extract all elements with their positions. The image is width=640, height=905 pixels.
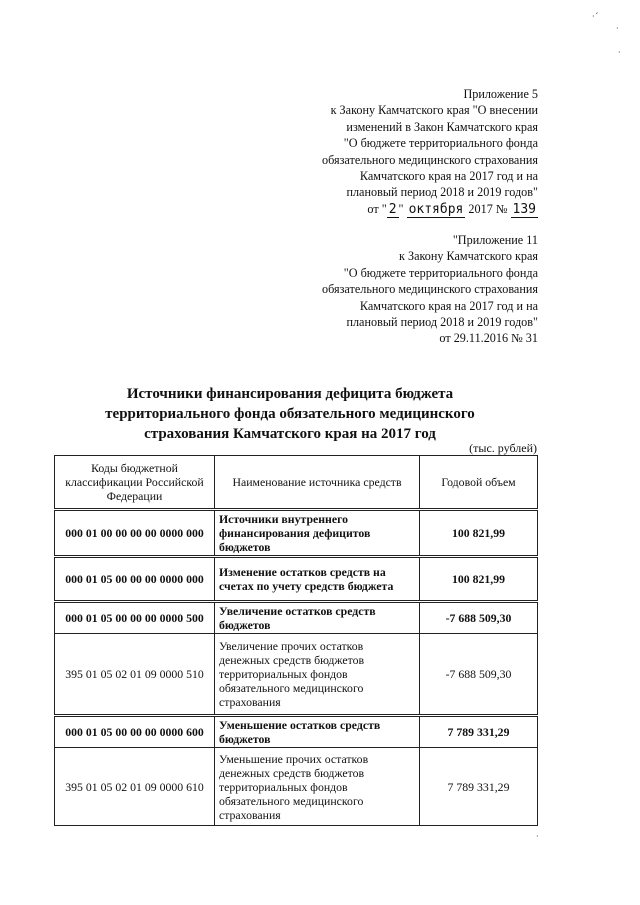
row-value: 100 821,99 bbox=[420, 557, 538, 602]
column-header-volume: Годовой объем bbox=[420, 456, 538, 510]
title-line: территориального фонда обязательного медицинского bbox=[105, 406, 475, 422]
appendix-line: плановый период 2018 и 2019 годов" bbox=[346, 315, 538, 330]
appendix-line: "Приложение 11 bbox=[452, 233, 538, 247]
appendix-date-line bbox=[322, 201, 538, 218]
row-code: 000 01 05 00 00 00 0000 600 bbox=[55, 716, 215, 748]
appendix-line: Камчатского края на 2017 год и на bbox=[359, 298, 538, 313]
document-title bbox=[80, 384, 500, 444]
table-row bbox=[55, 716, 538, 748]
scan-speck: · bbox=[536, 832, 539, 841]
row-name: Источники внутреннего финансирования дефицитов бюджетов bbox=[215, 510, 420, 557]
column-header-name: Наименование источника средств bbox=[215, 456, 420, 510]
row-name: Увеличение прочих остатков денежных средств бюджетов территориальных фондов обязательного медицинского страхования bbox=[215, 634, 420, 716]
appendix-line: "О бюджете территориального фонда bbox=[343, 136, 538, 151]
appendix-line: Камчатского края на 2017 год и на bbox=[359, 169, 538, 184]
row-value: 100 821,99 bbox=[420, 510, 538, 557]
appendix-line: обязательного медицинского страхования bbox=[322, 282, 538, 297]
table-header-row bbox=[55, 456, 538, 510]
table-row bbox=[55, 557, 538, 602]
scan-speck: · bbox=[616, 24, 619, 33]
appendix-line: обязательного медицинского страхования bbox=[322, 152, 538, 167]
row-value: -7 688 509,30 bbox=[420, 634, 538, 716]
column-header-codes: Коды бюджетной классификации Российской Федерации bbox=[55, 456, 215, 510]
appendix-line: плановый период 2018 и 2019 годов" bbox=[346, 185, 538, 200]
date-prefix: от " bbox=[367, 201, 387, 216]
date-year-no: 2017 № bbox=[468, 201, 508, 216]
row-value: -7 688 509,30 bbox=[420, 602, 538, 634]
title-line: страхования Камчатского края на 2017 год bbox=[144, 426, 436, 442]
table-row bbox=[55, 510, 538, 557]
row-code: 000 01 00 00 00 00 0000 000 bbox=[55, 510, 215, 557]
row-code: 000 01 05 00 00 00 0000 000 bbox=[55, 557, 215, 602]
scan-speck: ·ˊ bbox=[592, 12, 599, 21]
row-name: Уменьшение остатков средств бюджетов bbox=[215, 716, 420, 748]
appendix-line: изменений в Закон Камчатского края bbox=[346, 119, 538, 134]
appendix-line: к Закону Камчатского края bbox=[399, 249, 538, 264]
unit-label: (тыс. рублей) bbox=[469, 441, 537, 455]
row-code: 395 01 05 02 01 09 0000 510 bbox=[55, 634, 215, 716]
appendix-line: от 29.11.2016 № 31 bbox=[439, 331, 538, 346]
date-day: 2 bbox=[388, 201, 397, 217]
appendix-11-header bbox=[322, 232, 538, 347]
date-month: октября bbox=[408, 201, 464, 217]
date-quote: " bbox=[398, 201, 404, 216]
row-name: Изменение остатков средств на счетах по учету средств бюджета bbox=[215, 557, 420, 602]
row-name: Увеличение остатков средств бюджетов bbox=[215, 602, 420, 634]
row-name: Уменьшение прочих остатков денежных средств бюджетов территориальных фондов обязательного медицинского страхования bbox=[215, 748, 420, 826]
sources-table bbox=[54, 455, 538, 826]
table-row bbox=[55, 602, 538, 634]
appendix-5-header bbox=[322, 86, 538, 218]
table-row bbox=[55, 634, 538, 716]
table-row bbox=[55, 748, 538, 826]
date-number: 139 bbox=[512, 201, 536, 217]
appendix-line: Приложение 5 bbox=[463, 87, 538, 101]
appendix-line: "О бюджете территориального фонда bbox=[343, 265, 538, 280]
row-value: 7 789 331,29 bbox=[420, 748, 538, 826]
row-code: 395 01 05 02 01 09 0000 610 bbox=[55, 748, 215, 826]
row-code: 000 01 05 00 00 00 0000 500 bbox=[55, 602, 215, 634]
title-line: Источники финансирования дефицита бюджета bbox=[126, 386, 454, 402]
scan-speck: · bbox=[618, 48, 621, 57]
row-value: 7 789 331,29 bbox=[420, 716, 538, 748]
appendix-line: к Закону Камчатского края "О внесении bbox=[330, 103, 538, 118]
